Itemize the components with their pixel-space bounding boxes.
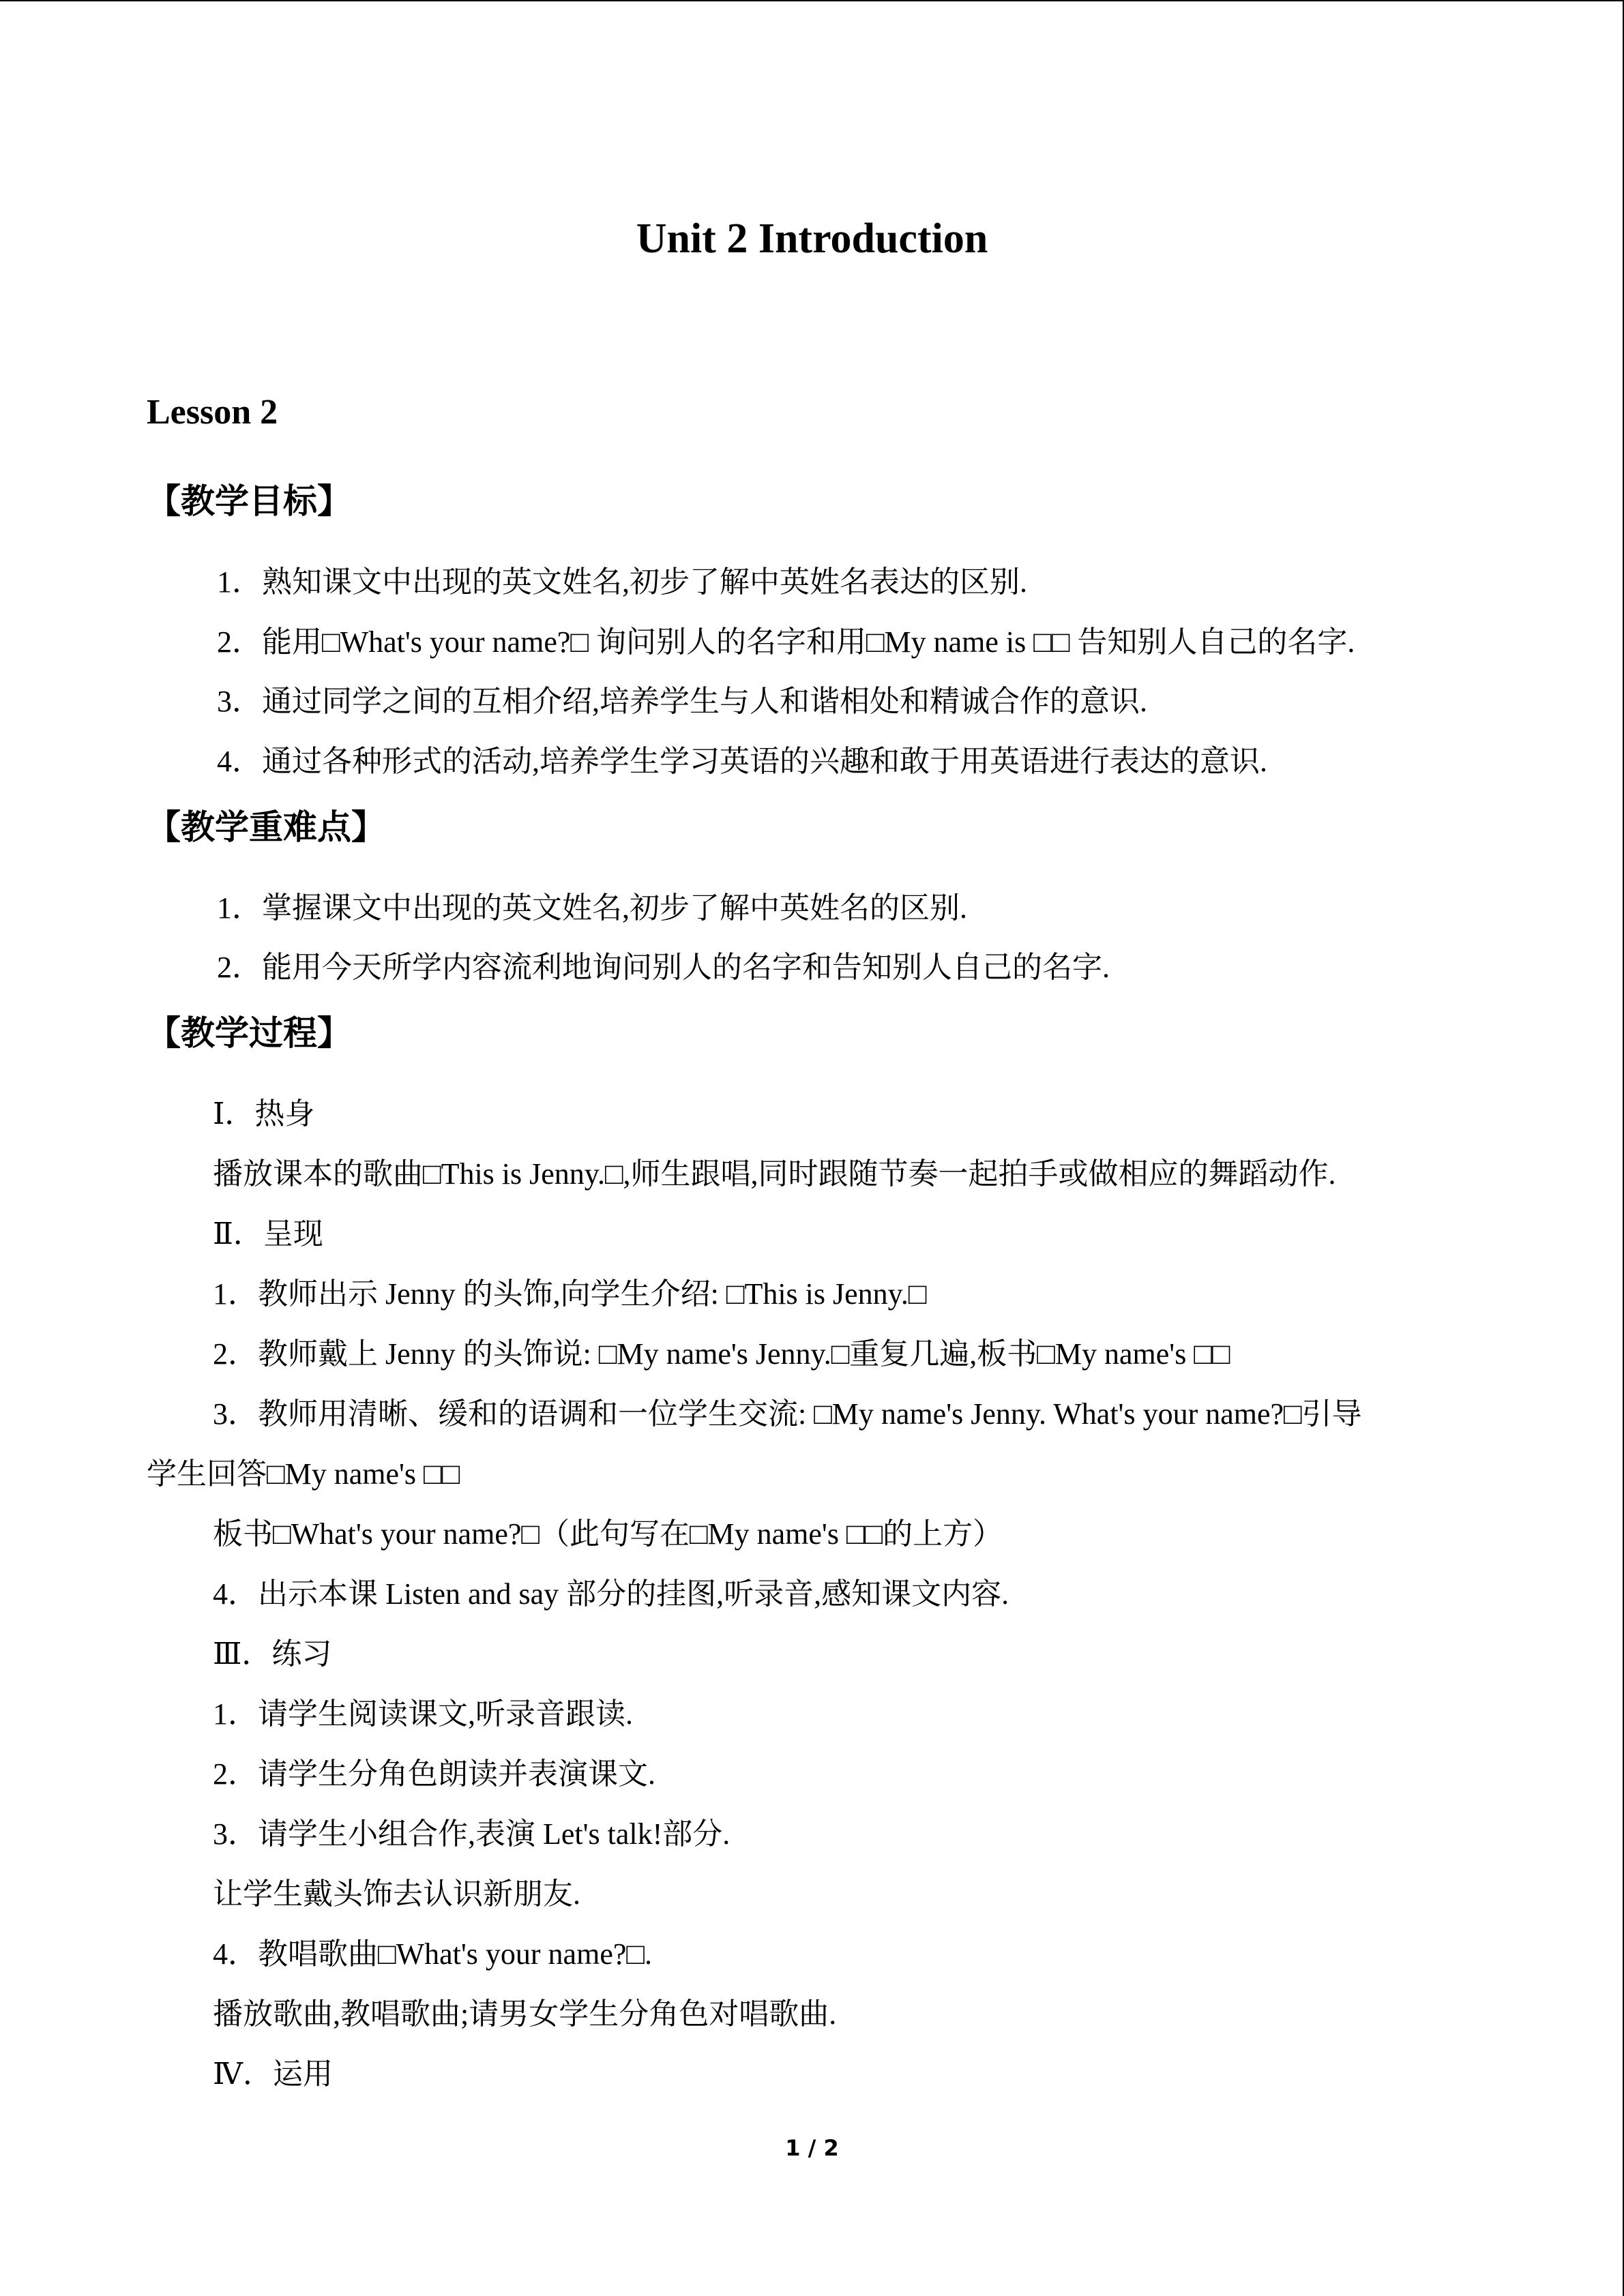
process-line: Ⅲ．练习	[213, 1637, 332, 1671]
page-number: 1 / 2	[785, 2135, 839, 2161]
document-title: Unit 2 Introduction	[636, 215, 988, 262]
objective-item: 4．通过各种形式的活动,培养学生学习英语的兴趣和敢于用英语进行表达的意识.	[217, 745, 1267, 778]
key-point-item: 1．掌握课文中出现的英文姓名,初步了解中英姓名的区别.	[217, 891, 967, 925]
process-line: 板书□What's your name?□（此句写在□My name's □□的上方）	[213, 1517, 1003, 1551]
process-line: 3．教师用清晰、缓和的语调和一位学生交流: □My name's Jenny. What's your name?□引导	[213, 1397, 1362, 1431]
process-line: 3．请学生小组合作,表演 Let's talk!部分.	[213, 1817, 730, 1851]
process-line: 1．请学生阅读课文,听录音跟读.	[213, 1697, 633, 1731]
objective-item: 1．熟知课文中出现的英文姓名,初步了解中英姓名表达的区别.	[217, 565, 1027, 599]
objective-item: 2．能用□What's your name?□ 询问别人的名字和用□My name is □□ 告知别人自己的名字.	[217, 625, 1355, 659]
lesson-heading: Lesson 2	[147, 393, 278, 432]
process-line: 4．出示本课 Listen and say 部分的挂图,听录音,感知课文内容.	[213, 1577, 1009, 1611]
section-heading-process: 【教学过程】	[147, 1013, 351, 1053]
process-line: 让学生戴头饰去认识新朋友.	[213, 1877, 580, 1911]
process-line: Ⅳ．运用	[213, 2057, 333, 2091]
section-heading-key-points: 【教学重难点】	[147, 807, 385, 847]
process-line: Ⅱ．呈现	[213, 1217, 323, 1251]
process-line: 2．教师戴上 Jenny 的头饰说: □My name's Jenny.□重复几遍,板书□My name's □□	[213, 1337, 1230, 1371]
key-point-item: 2．能用今天所学内容流利地询问别人的名字和告知别人自己的名字.	[217, 951, 1110, 984]
process-line: 4．教唱歌曲□What's your name?□.	[213, 1937, 652, 1971]
process-line: 2．请学生分角色朗读并表演课文.	[213, 1757, 655, 1791]
process-line: 学生回答□My name's □□	[147, 1457, 460, 1491]
process-line: 播放歌曲,教唱歌曲;请男女学生分角色对唱歌曲.	[213, 1997, 837, 2031]
process-line: 播放课本的歌曲□This is Jenny.□,师生跟唱,同时跟随节奏一起拍手或做相应的舞蹈动作.	[213, 1157, 1336, 1191]
objective-item: 3．通过同学之间的互相介绍,培养学生与人和谐相处和精诚合作的意识.	[217, 685, 1147, 718]
top-border	[0, 0, 1624, 1]
process-line: Ⅰ．热身	[213, 1097, 315, 1131]
section-heading-objectives: 【教学目标】	[147, 481, 351, 521]
process-line: 1．教师出示 Jenny 的头饰,向学生介绍: □This is Jenny.□	[213, 1277, 927, 1311]
